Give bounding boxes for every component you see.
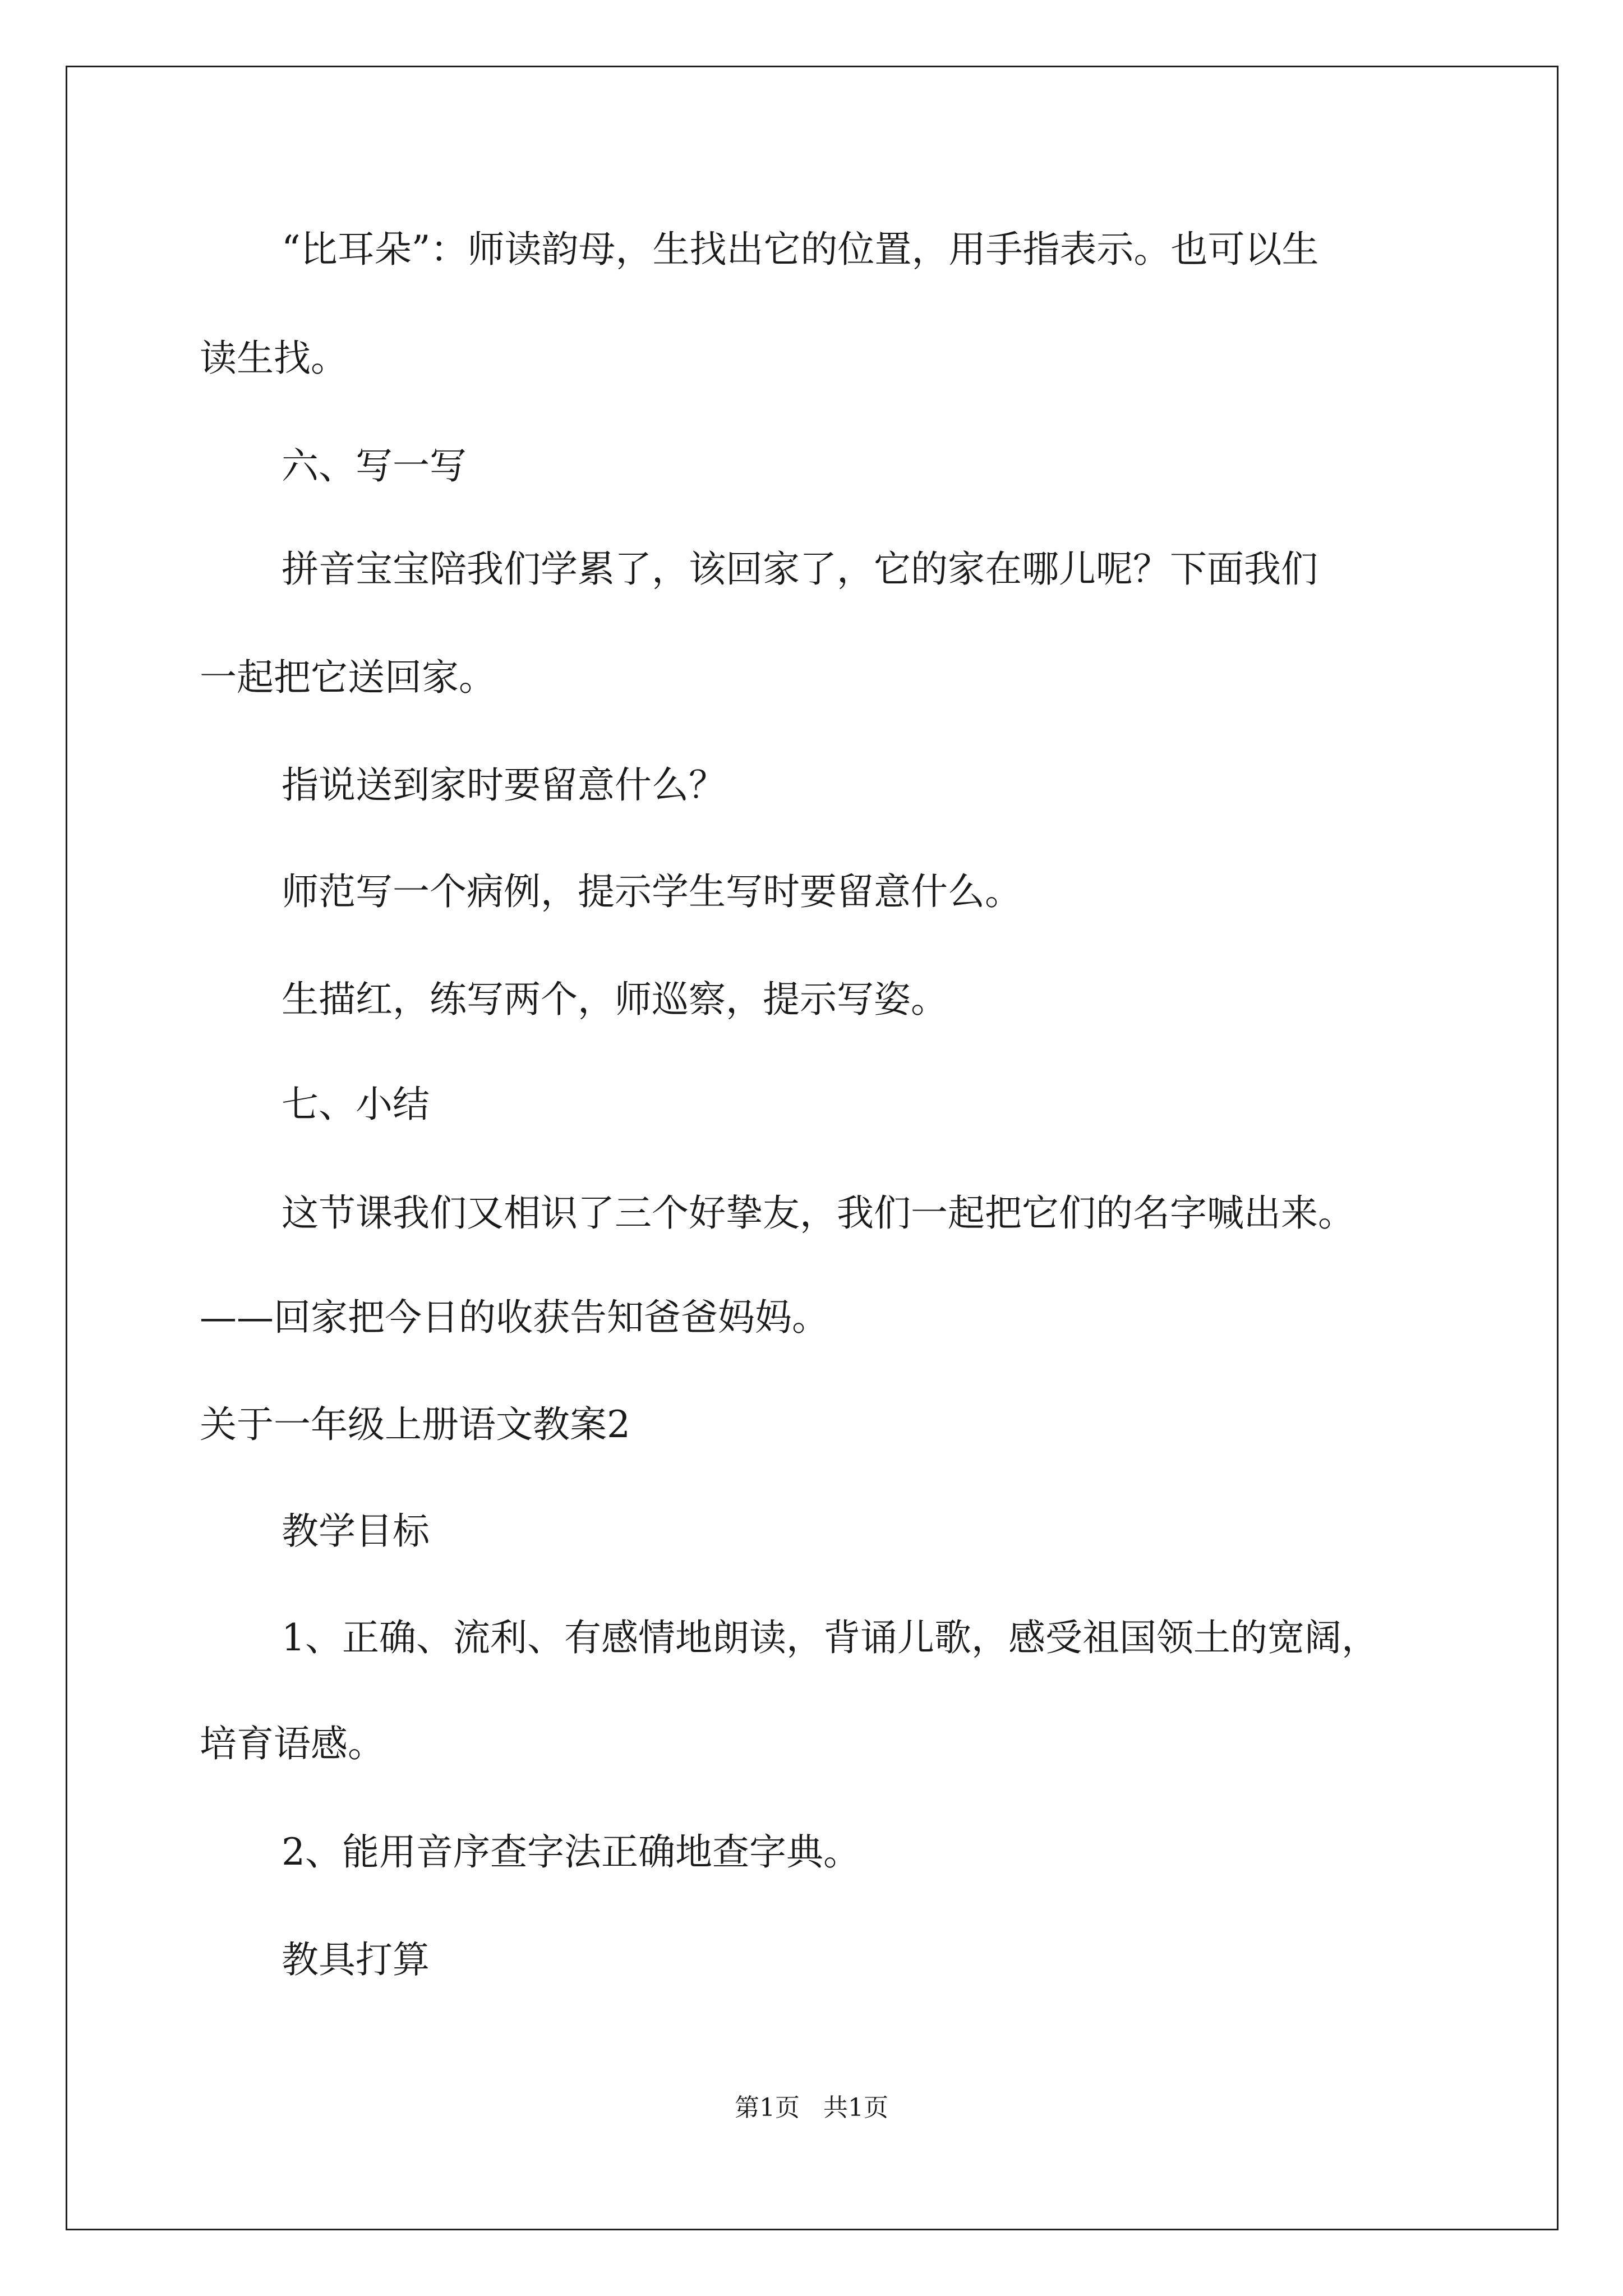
paragraph-line: 读生找。 [200, 337, 348, 380]
paragraph-line: 指说送到家时要留意什么？ [282, 763, 726, 807]
paragraph-line: 生描红，练写两个，师巡察，提示写姿。 [282, 978, 948, 1021]
document-title: 关于一年级上册语文教案2 [200, 1403, 630, 1446]
paragraph-line: 2、能用音序查字法正确地查字典。 [282, 1830, 860, 1874]
page-footer: 第1页 共1页 [735, 2093, 888, 2122]
paragraph-line: 一起把它送回家。 [200, 656, 496, 699]
section-heading: 教具打算 [282, 1938, 430, 1981]
section-heading: 六、写一写 [282, 444, 467, 487]
paragraph-line: 培育语感。 [200, 1722, 385, 1765]
paragraph-line: 1、正确、流利、有感情地朗读，背诵儿歌，感受祖国领土的宽阔， [282, 1616, 1378, 1659]
paragraph-line: 师范写一个病例，提示学生写时要留意什么。 [282, 870, 1022, 913]
paragraph-line: 拼音宝宝陪我们学累了，该回家了，它的家在哪儿呢？下面我们 [282, 547, 1318, 591]
paragraph-line: ——回家把今日的收获告知爸爸妈妈。 [200, 1296, 829, 1339]
section-heading: 教学目标 [282, 1510, 430, 1553]
paragraph-line: 这节课我们又相识了三个好挚友，我们一起把它们的名字喊出来。 [282, 1191, 1355, 1235]
page-border [66, 66, 1559, 2230]
paragraph-line: “比耳朵”：师读韵母，生找出它的位置，用手指表示。也可以生 [282, 228, 1319, 271]
section-heading: 七、小结 [282, 1083, 430, 1126]
